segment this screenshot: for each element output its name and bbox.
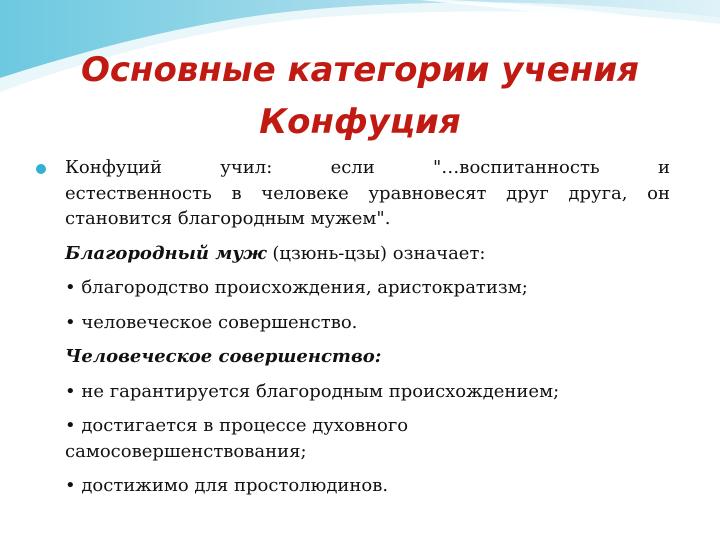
perfection-term: Человеческое совершенство:	[65, 346, 382, 367]
title-line-2: Конфуция	[259, 102, 461, 142]
perfection-item: • достижимо для простолюдинов.	[65, 475, 389, 496]
noble-man-definition	[65, 241, 670, 267]
noble-man-item: • человеческое совершенство.	[65, 311, 358, 333]
body-paragraph	[36, 155, 670, 499]
paragraph-line-2: естественность в человеке уравновесят друг друга, он	[65, 182, 670, 204]
perfection-item: • достигается в процессе духовного	[65, 415, 409, 436]
noble-man-item: • благородство происхождения, аристократизм;	[65, 277, 528, 298]
noble-man-term: Благородный муж	[65, 242, 267, 264]
slide-title	[30, 44, 690, 148]
paragraph-line-3: становится благородным мужем".	[65, 208, 391, 229]
bullet-dot-icon	[36, 164, 46, 174]
title-line-1: Основные категории учения	[81, 50, 639, 90]
noble-man-rest: (цзюнь-цзы) означает:	[266, 242, 486, 264]
perfection-item: • не гарантируется благородным происхождением;	[65, 380, 560, 402]
paragraph-line-1: Конфуций учил: если "…воспитанность и	[65, 157, 670, 178]
slide-body	[36, 155, 670, 499]
perfection-item-continued: самосовершенствования;	[65, 440, 307, 462]
